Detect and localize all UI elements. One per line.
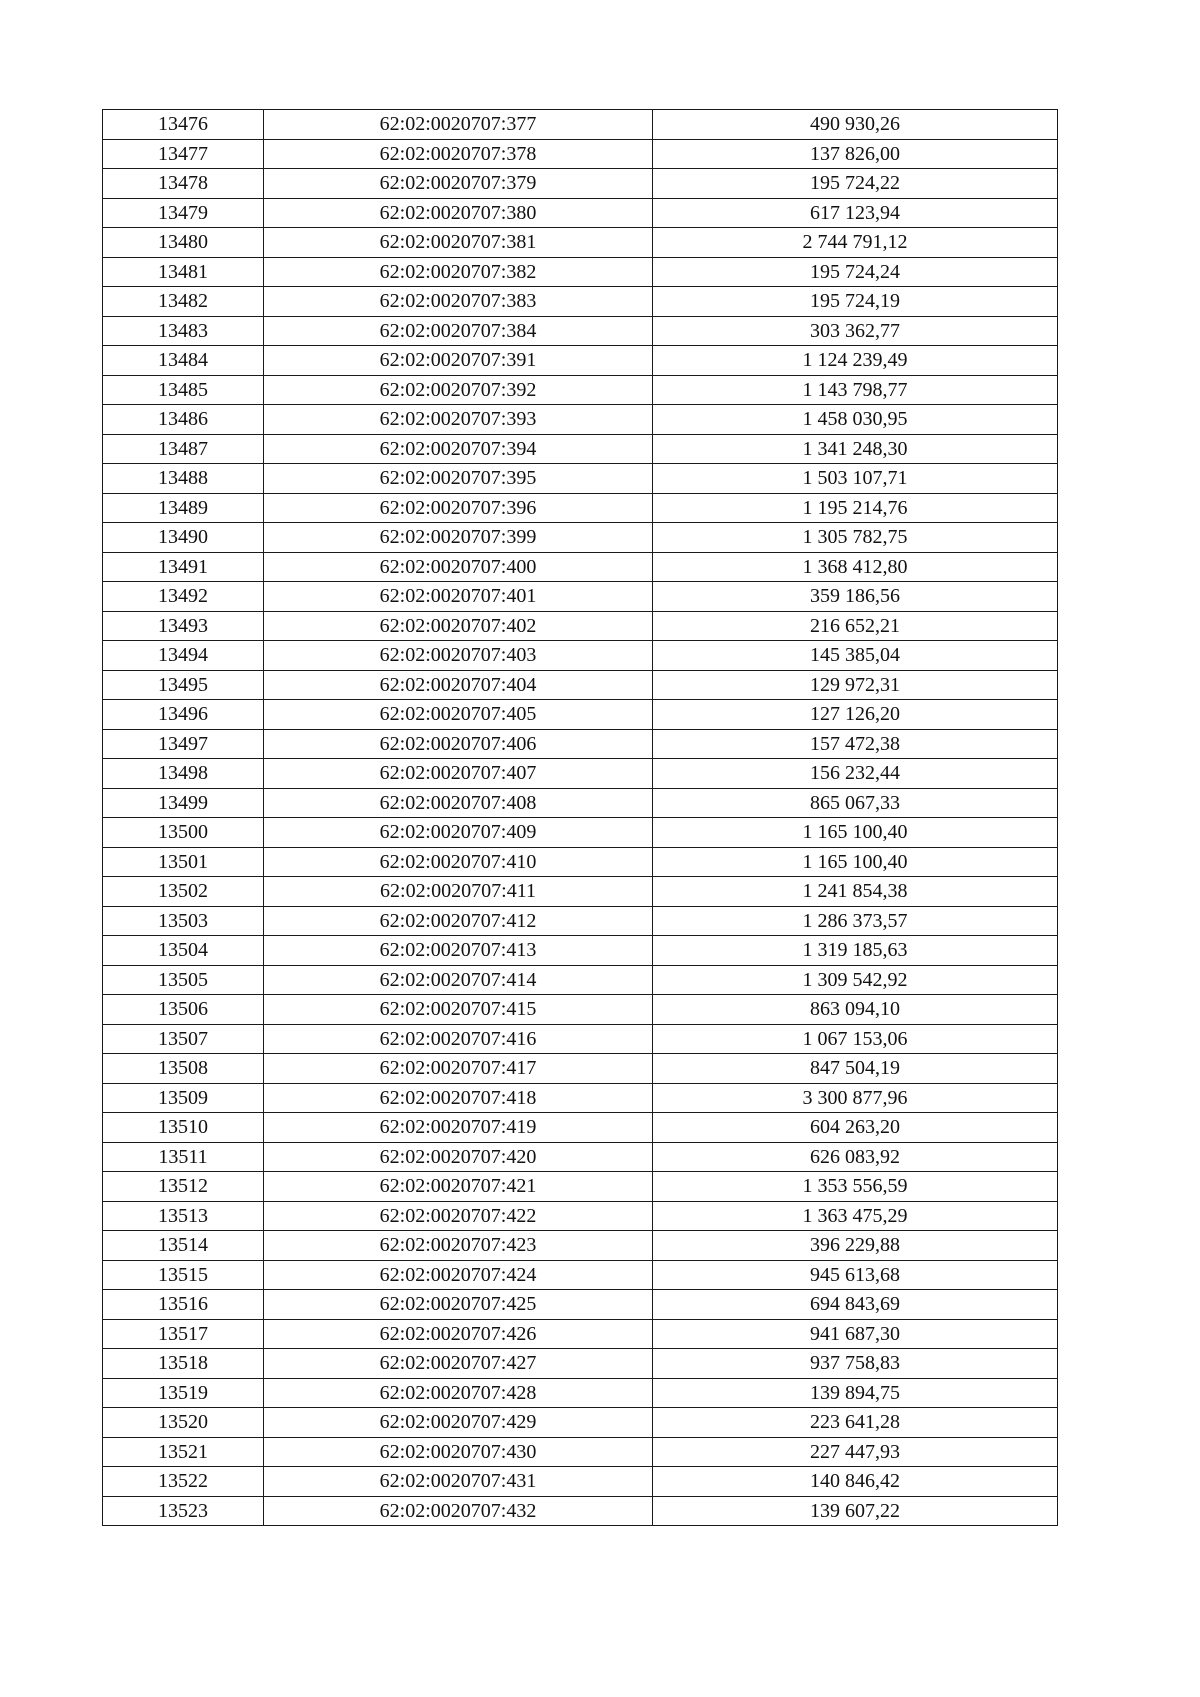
table-row [103,523,1058,553]
cadastral-value-cell: 1 305 782,75 [653,523,1058,553]
row-number-cell: 13516 [103,1290,264,1320]
cadastral-value-cell: 617 123,94 [653,198,1058,228]
cadastral-value-cell: 140 846,42 [653,1467,1058,1497]
cadastral-number-cell: 62:02:0020707:412 [264,906,653,936]
cadastral-number-cell: 62:02:0020707:380 [264,198,653,228]
row-number-cell: 13504 [103,936,264,966]
table-row [103,995,1058,1025]
cadastral-value-cell: 137 826,00 [653,139,1058,169]
cadastral-number-cell: 62:02:0020707:379 [264,169,653,199]
table-row [103,1054,1058,1084]
table-row [103,847,1058,877]
cadastral-number-cell: 62:02:0020707:403 [264,641,653,671]
cadastral-number-cell: 62:02:0020707:408 [264,788,653,818]
table-row [103,1290,1058,1320]
table-row [103,1260,1058,1290]
table-row [103,1083,1058,1113]
cadastral-value-cell: 127 126,20 [653,700,1058,730]
row-number-cell: 13478 [103,169,264,199]
row-number-cell: 13496 [103,700,264,730]
table-row [103,1113,1058,1143]
cadastral-number-cell: 62:02:0020707:414 [264,965,653,995]
row-number-cell: 13480 [103,228,264,258]
cadastral-value-cell: 1 458 030,95 [653,405,1058,435]
table-row [103,316,1058,346]
row-number-cell: 13515 [103,1260,264,1290]
cadastral-value-cell: 195 724,24 [653,257,1058,287]
table-row [103,1437,1058,1467]
cadastral-value-cell: 156 232,44 [653,759,1058,789]
table-row [103,1349,1058,1379]
table-row [103,1231,1058,1261]
row-number-cell: 13510 [103,1113,264,1143]
row-number-cell: 13488 [103,464,264,494]
cadastral-value-cell: 1 143 798,77 [653,375,1058,405]
cadastral-number-cell: 62:02:0020707:383 [264,287,653,317]
cadastral-number-cell: 62:02:0020707:431 [264,1467,653,1497]
table-row [103,1142,1058,1172]
cadastral-value-cell: 945 613,68 [653,1260,1058,1290]
row-number-cell: 13508 [103,1054,264,1084]
table-row [103,346,1058,376]
cadastral-value-cell: 195 724,22 [653,169,1058,199]
cadastral-number-cell: 62:02:0020707:422 [264,1201,653,1231]
cadastral-number-cell: 62:02:0020707:428 [264,1378,653,1408]
cadastral-number-cell: 62:02:0020707:391 [264,346,653,376]
row-number-cell: 13484 [103,346,264,376]
row-number-cell: 13497 [103,729,264,759]
table-row [103,110,1058,140]
cadastral-value-cell: 145 385,04 [653,641,1058,671]
cadastral-number-cell: 62:02:0020707:396 [264,493,653,523]
cadastral-value-cell: 3 300 877,96 [653,1083,1058,1113]
row-number-cell: 13513 [103,1201,264,1231]
cadastral-number-cell: 62:02:0020707:418 [264,1083,653,1113]
cadastral-value-cell: 694 843,69 [653,1290,1058,1320]
table-row [103,906,1058,936]
cadastral-value-cell: 1 124 239,49 [653,346,1058,376]
cadastral-value-cell: 1 341 248,30 [653,434,1058,464]
row-number-cell: 13506 [103,995,264,1025]
table-row [103,1408,1058,1438]
table-body [103,110,1058,1526]
table-row [103,169,1058,199]
row-number-cell: 13485 [103,375,264,405]
table-row [103,493,1058,523]
cadastral-value-cell: 359 186,56 [653,582,1058,612]
cadastral-value-cell: 195 724,19 [653,287,1058,317]
row-number-cell: 13507 [103,1024,264,1054]
cadastral-value-cell: 1 165 100,40 [653,818,1058,848]
cadastral-value-cell: 396 229,88 [653,1231,1058,1261]
cadastral-value-cell: 626 083,92 [653,1142,1058,1172]
cadastral-value-cell: 1 195 214,76 [653,493,1058,523]
cadastral-number-cell: 62:02:0020707:410 [264,847,653,877]
cadastral-number-cell: 62:02:0020707:405 [264,700,653,730]
table-row [103,257,1058,287]
cadastral-value-cell: 129 972,31 [653,670,1058,700]
row-number-cell: 13503 [103,906,264,936]
cadastral-number-cell: 62:02:0020707:394 [264,434,653,464]
row-number-cell: 13520 [103,1408,264,1438]
cadastral-number-cell: 62:02:0020707:423 [264,1231,653,1261]
table-row [103,936,1058,966]
row-number-cell: 13489 [103,493,264,523]
table-row [103,1319,1058,1349]
cadastral-number-cell: 62:02:0020707:382 [264,257,653,287]
cadastral-number-cell: 62:02:0020707:411 [264,877,653,907]
cadastral-number-cell: 62:02:0020707:395 [264,464,653,494]
row-number-cell: 13511 [103,1142,264,1172]
cadastral-number-cell: 62:02:0020707:416 [264,1024,653,1054]
cadastral-number-cell: 62:02:0020707:425 [264,1290,653,1320]
row-number-cell: 13523 [103,1496,264,1526]
row-number-cell: 13486 [103,405,264,435]
cadastral-number-cell: 62:02:0020707:409 [264,818,653,848]
table-row [103,139,1058,169]
cadastral-number-cell: 62:02:0020707:384 [264,316,653,346]
row-number-cell: 13491 [103,552,264,582]
cadastral-value-cell: 1 067 153,06 [653,1024,1058,1054]
cadastral-number-cell: 62:02:0020707:415 [264,995,653,1025]
row-number-cell: 13482 [103,287,264,317]
row-number-cell: 13481 [103,257,264,287]
row-number-cell: 13517 [103,1319,264,1349]
table-row [103,759,1058,789]
row-number-cell: 13476 [103,110,264,140]
row-number-cell: 13494 [103,641,264,671]
cadastral-value-cell: 865 067,33 [653,788,1058,818]
table-row [103,965,1058,995]
cadastral-value-cell: 1 165 100,40 [653,847,1058,877]
row-number-cell: 13483 [103,316,264,346]
table-row [103,729,1058,759]
cadastral-value-cell: 847 504,19 [653,1054,1058,1084]
cadastral-number-cell: 62:02:0020707:377 [264,110,653,140]
cadastral-number-cell: 62:02:0020707:400 [264,552,653,582]
row-number-cell: 13502 [103,877,264,907]
cadastral-value-cell: 1 363 475,29 [653,1201,1058,1231]
cadastral-number-cell: 62:02:0020707:429 [264,1408,653,1438]
cadastral-number-cell: 62:02:0020707:378 [264,139,653,169]
cadastral-value-table [102,109,1058,1526]
cadastral-value-cell: 1 319 185,63 [653,936,1058,966]
cadastral-value-cell: 216 652,21 [653,611,1058,641]
cadastral-number-cell: 62:02:0020707:424 [264,1260,653,1290]
cadastral-value-cell: 139 894,75 [653,1378,1058,1408]
cadastral-number-cell: 62:02:0020707:432 [264,1496,653,1526]
row-number-cell: 13522 [103,1467,264,1497]
table-row [103,434,1058,464]
cadastral-number-cell: 62:02:0020707:406 [264,729,653,759]
cadastral-number-cell: 62:02:0020707:401 [264,582,653,612]
cadastral-value-cell: 223 641,28 [653,1408,1058,1438]
row-number-cell: 13512 [103,1172,264,1202]
cadastral-number-cell: 62:02:0020707:417 [264,1054,653,1084]
cadastral-number-cell: 62:02:0020707:421 [264,1172,653,1202]
table-row [103,1496,1058,1526]
row-number-cell: 13498 [103,759,264,789]
cadastral-number-cell: 62:02:0020707:381 [264,228,653,258]
row-number-cell: 13518 [103,1349,264,1379]
row-number-cell: 13479 [103,198,264,228]
table-row [103,641,1058,671]
table-row [103,552,1058,582]
row-number-cell: 13477 [103,139,264,169]
cadastral-value-cell: 303 362,77 [653,316,1058,346]
cadastral-value-cell: 941 687,30 [653,1319,1058,1349]
cadastral-number-cell: 62:02:0020707:392 [264,375,653,405]
row-number-cell: 13521 [103,1437,264,1467]
table-row [103,464,1058,494]
table-row [103,788,1058,818]
cadastral-number-cell: 62:02:0020707:430 [264,1437,653,1467]
table-row [103,1201,1058,1231]
table-row [103,375,1058,405]
cadastral-number-cell: 62:02:0020707:413 [264,936,653,966]
cadastral-number-cell: 62:02:0020707:420 [264,1142,653,1172]
table-row [103,405,1058,435]
row-number-cell: 13490 [103,523,264,553]
cadastral-value-cell: 1 309 542,92 [653,965,1058,995]
cadastral-value-cell: 937 758,83 [653,1349,1058,1379]
cadastral-value-cell: 227 447,93 [653,1437,1058,1467]
cadastral-value-cell: 604 263,20 [653,1113,1058,1143]
row-number-cell: 13505 [103,965,264,995]
table-row [103,1378,1058,1408]
table-row [103,1172,1058,1202]
cadastral-number-cell: 62:02:0020707:404 [264,670,653,700]
cadastral-number-cell: 62:02:0020707:419 [264,1113,653,1143]
cadastral-value-cell: 1 503 107,71 [653,464,1058,494]
cadastral-value-cell: 2 744 791,12 [653,228,1058,258]
row-number-cell: 13500 [103,818,264,848]
cadastral-number-cell: 62:02:0020707:393 [264,405,653,435]
cadastral-value-cell: 1 368 412,80 [653,552,1058,582]
table-row [103,1467,1058,1497]
cadastral-value-cell: 157 472,38 [653,729,1058,759]
row-number-cell: 13509 [103,1083,264,1113]
table-row [103,198,1058,228]
row-number-cell: 13493 [103,611,264,641]
row-number-cell: 13499 [103,788,264,818]
row-number-cell: 13501 [103,847,264,877]
table-row [103,818,1058,848]
row-number-cell: 13514 [103,1231,264,1261]
table-row [103,670,1058,700]
cadastral-value-cell: 1 286 373,57 [653,906,1058,936]
table-row [103,611,1058,641]
table-row [103,228,1058,258]
row-number-cell: 13487 [103,434,264,464]
table-row [103,582,1058,612]
cadastral-value-cell: 863 094,10 [653,995,1058,1025]
table-row [103,700,1058,730]
cadastral-value-cell: 490 930,26 [653,110,1058,140]
table-row [103,1024,1058,1054]
row-number-cell: 13519 [103,1378,264,1408]
table-row [103,877,1058,907]
cadastral-value-cell: 1 353 556,59 [653,1172,1058,1202]
cadastral-number-cell: 62:02:0020707:407 [264,759,653,789]
table-row [103,287,1058,317]
row-number-cell: 13492 [103,582,264,612]
cadastral-number-cell: 62:02:0020707:399 [264,523,653,553]
cadastral-number-cell: 62:02:0020707:426 [264,1319,653,1349]
row-number-cell: 13495 [103,670,264,700]
cadastral-value-cell: 139 607,22 [653,1496,1058,1526]
cadastral-number-cell: 62:02:0020707:402 [264,611,653,641]
cadastral-value-cell: 1 241 854,38 [653,877,1058,907]
cadastral-number-cell: 62:02:0020707:427 [264,1349,653,1379]
